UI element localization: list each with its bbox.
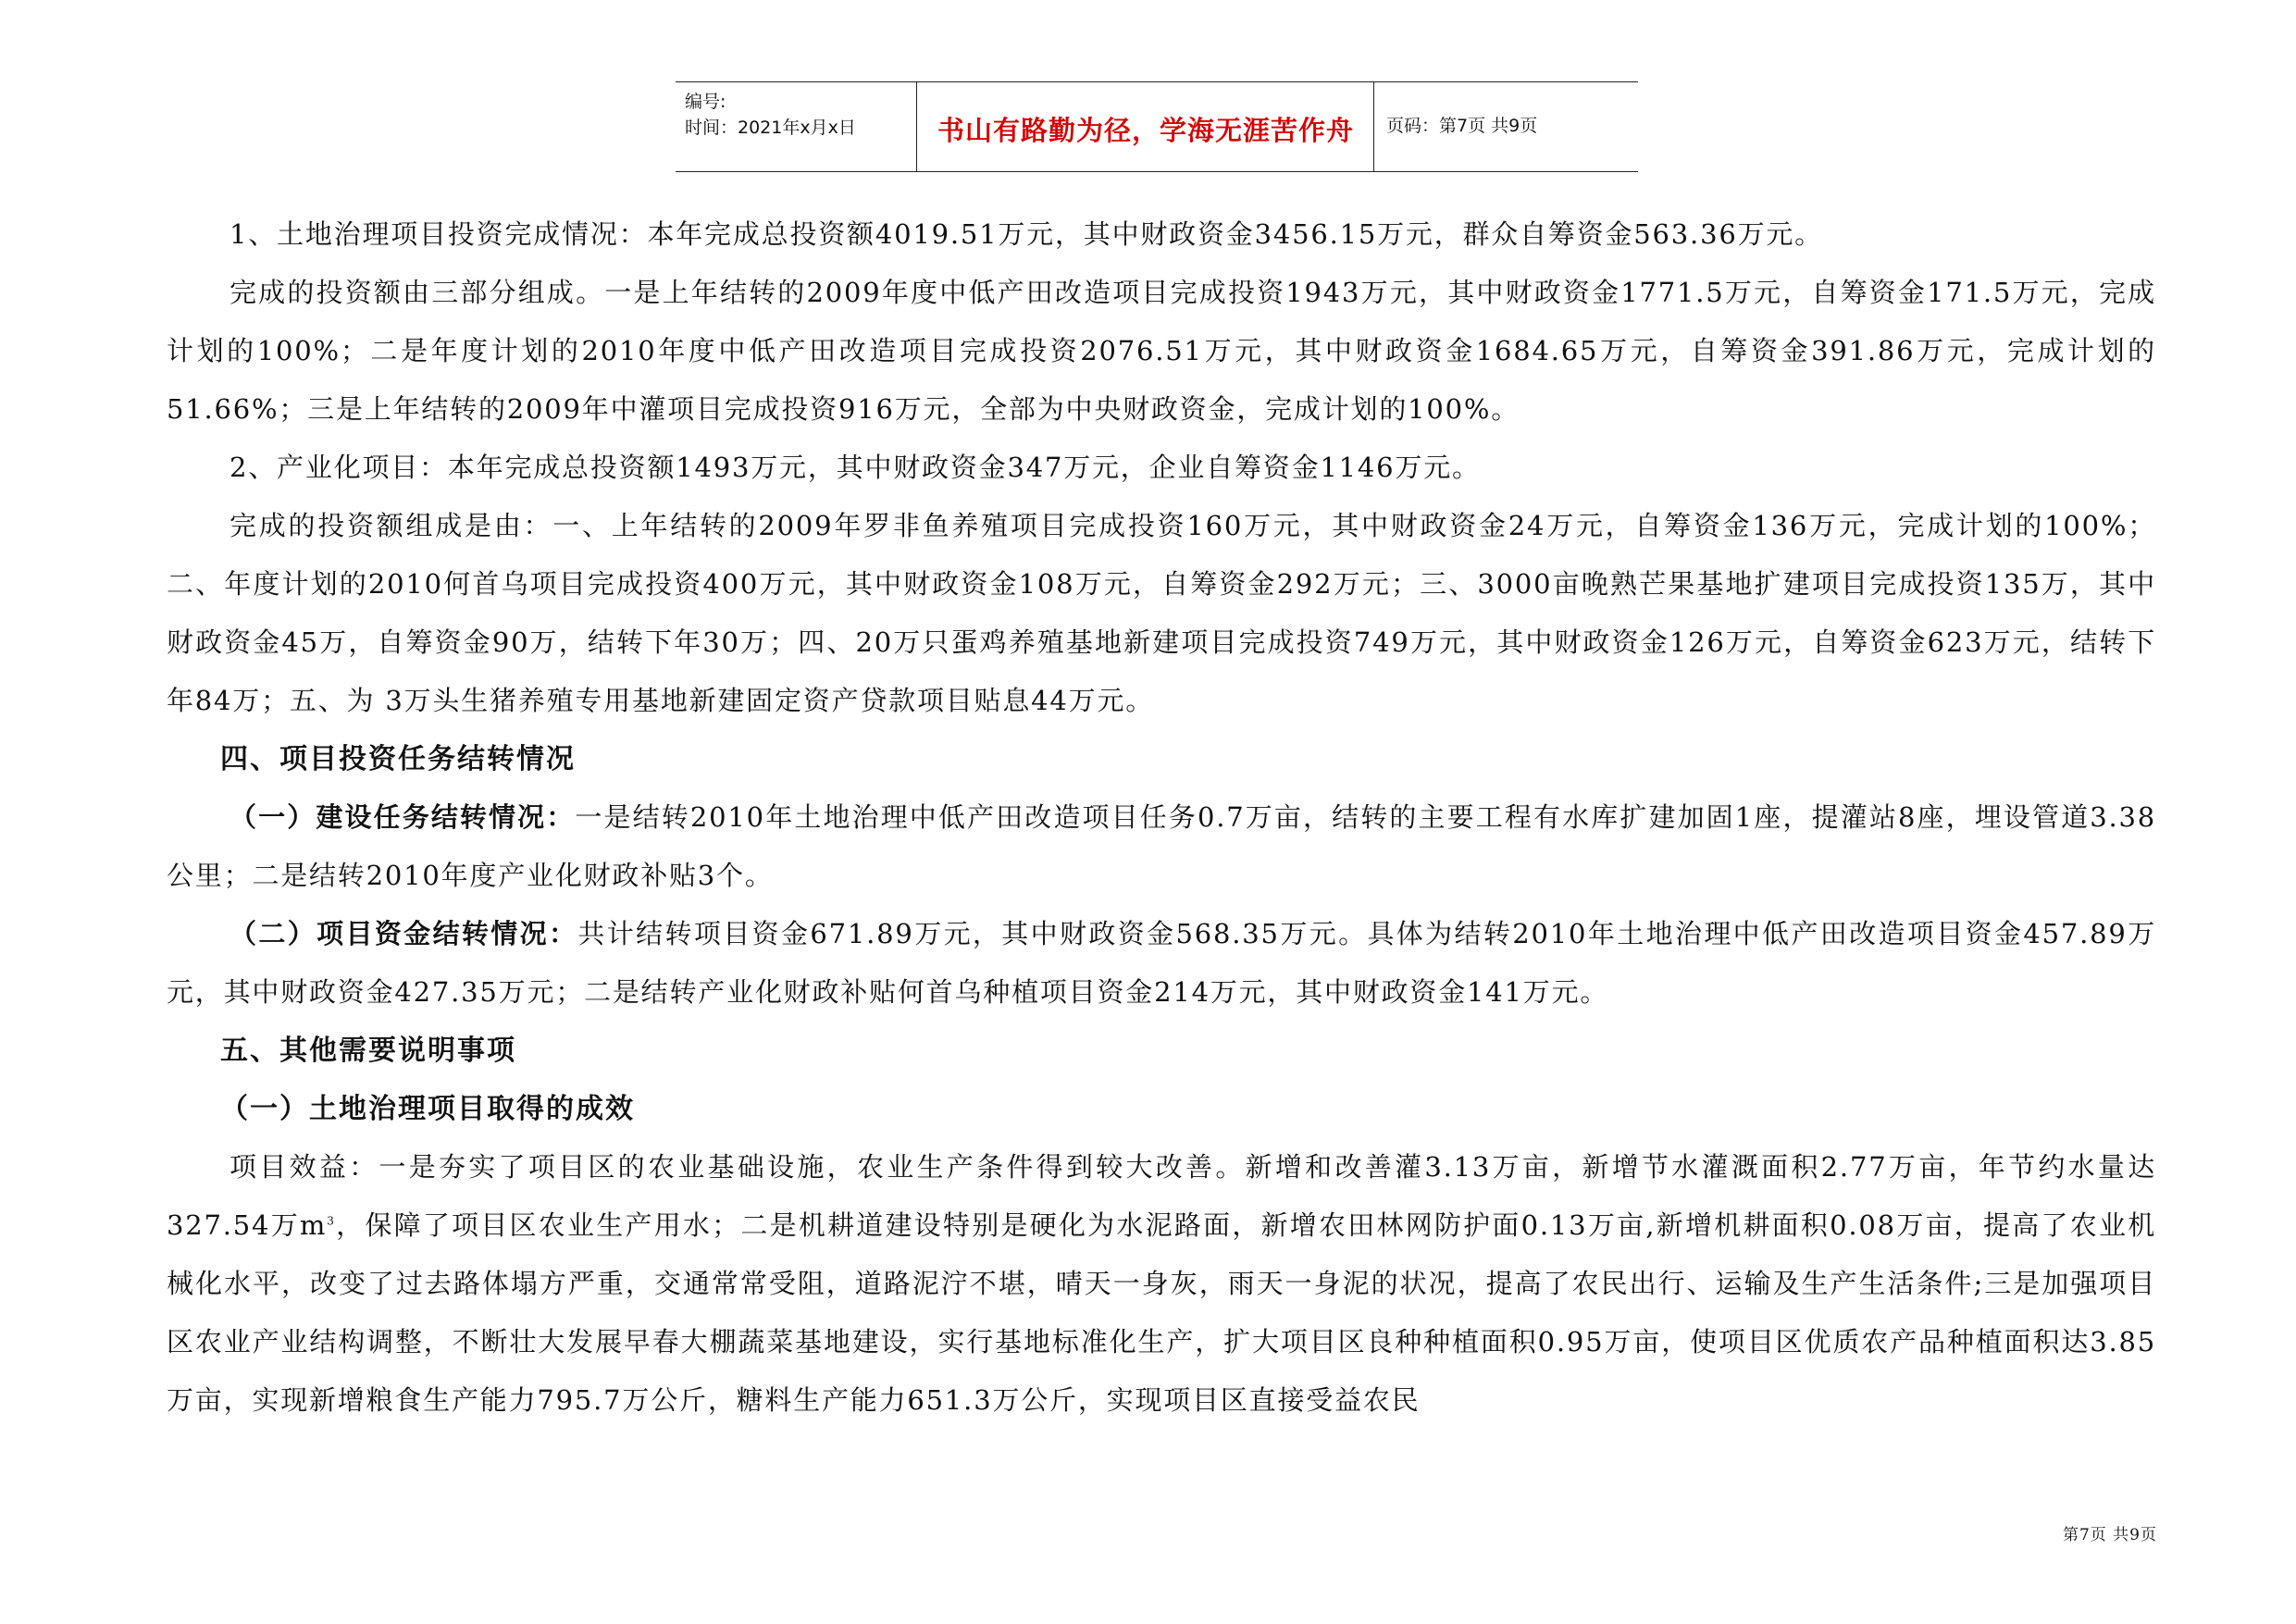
header-page-cell bbox=[1375, 82, 1638, 171]
paragraph-industrial-investment-detail: 完成的投资额组成是由：一、上年结转的2009年罗非鱼养殖项目完成投资160万元，其中财政资金24万元，自筹资金136万元，完成计划的100%；二、年度计划的2010何首乌项目完成投资400万元，其中财政资金108万元，自筹资金292万元；三、3000亩晚熟芒果基地扩建项目完成投资135万，其中财政资金45万，自筹资金90万，结转下年30万；四、20万只蛋鸡养殖基地新建项目完成投资749万元，其中财政资金126万元，自筹资金623万元，结转下年84万；五、为 3万头生猪养殖专用基地新建固定资产贷款项目贴息44万元。 bbox=[167, 510, 2156, 716]
heading-section-5-1: （一）土地治理项目取得的成效 bbox=[220, 1093, 635, 1125]
paragraph-land-investment: 1、土地治理项目投资完成情况：本年完成总投资额4019.51万元，其中财政资金3456.15万元，群众自筹资金563.36万元。 bbox=[230, 218, 1823, 250]
header-meta-cell bbox=[676, 82, 917, 171]
fund-carryover-text: 共计结转项目资金671.89万元，其中财政资金568.35万元。具体为结转2010年土地治理中低产田改造项目资金457.89万元，其中财政资金427.35万元；二是结转产业化财政补贴何首乌种植项目资金214万元，其中财政资金141万元。 bbox=[167, 918, 2156, 1008]
document-body bbox=[167, 205, 2156, 1430]
document-header bbox=[676, 81, 1638, 172]
header-page-label: 页码：第7页 共9页 bbox=[1386, 116, 1538, 136]
paragraph-project-benefits bbox=[167, 1138, 2156, 1430]
heading-section-4: 四、项目投资任务结转情况 bbox=[220, 743, 576, 775]
footer-page-number: 第7页 共9页 bbox=[2062, 1526, 2157, 1544]
benefits-text-b: ，保障了项目区农业生产用水；二是机耕道建设特别是硬化为水泥路面，新增农田林网防护面0.13万亩,新增机耕面积0.08万亩，提高了农业机械化水平，改变了过去路体塌方严重，交通常常受阻，道路泥泞不堪，晴天一身灰，雨天一身泥的状况，提高了农民出行、运输及生产生活条件;三是加强项目区农业产业结构调整，不断壮大发展早春大棚蔬菜基地建设，实行基地标准化生产，扩大项目区良种种植面积0.95万亩，使项目区优质农产品种植面积达3.85万亩，实现新增粮食生产能力795.7万公斤，糖料生产能力651.3万公斤，实现项目区直接受益农民 bbox=[167, 1209, 2157, 1416]
header-motto-cell bbox=[918, 82, 1374, 171]
paragraph-fund-carryover bbox=[167, 905, 2156, 1022]
fund-carryover-lead: （二）项目资金结转情况： bbox=[230, 918, 578, 949]
benefits-text-a: 项目效益：一是夯实了项目区的农业基础设施，农业生产条件得到较大改善。新增和改善灌3.13万亩，新增节水灌溉面积2.77万亩，年节约水量达327.54万m bbox=[167, 1151, 2156, 1241]
paragraph-task-carryover bbox=[167, 788, 2156, 905]
task-carryover-text: 一是结转2010年土地治理中低产田改造项目任务0.7万亩，结转的主要工程有水库扩建加固1座，提灌站8座，埋设管道3.38公里；二是结转2010年度产业化财政补贴3个。 bbox=[167, 801, 2156, 891]
serial-label: 编号: bbox=[685, 92, 726, 112]
paragraph-industrial-investment: 2、产业化项目：本年完成总投资额1493万元，其中财政资金347万元，企业自筹资金1146万元。 bbox=[230, 452, 1481, 483]
cubic-superscript: 3 bbox=[327, 1214, 336, 1228]
time-label: 时间：2021年x月x日 bbox=[685, 118, 856, 138]
motto: 书山有路勤为径，学海无涯苦作舟 bbox=[937, 115, 1354, 146]
task-carryover-lead: （一）建设任务结转情况： bbox=[230, 801, 576, 833]
paragraph-land-investment-detail: 完成的投资额由三部分组成。一是上年结转的2009年度中低产田改造项目完成投资1943万元，其中财政资金1771.5万元，自筹资金171.5万元，完成计划的100%；二是年度计划的2010年度中低产田改造项目完成投资2076.51万元，其中财政资金1684.65万元，自筹资金391.86万元，完成计划的51.66%；三是上年结转的2009年中灌项目完成投资916万元，全部为中央财政资金，完成计划的100%。 bbox=[167, 277, 2156, 425]
heading-section-5: 五、其他需要说明事项 bbox=[220, 1035, 516, 1067]
